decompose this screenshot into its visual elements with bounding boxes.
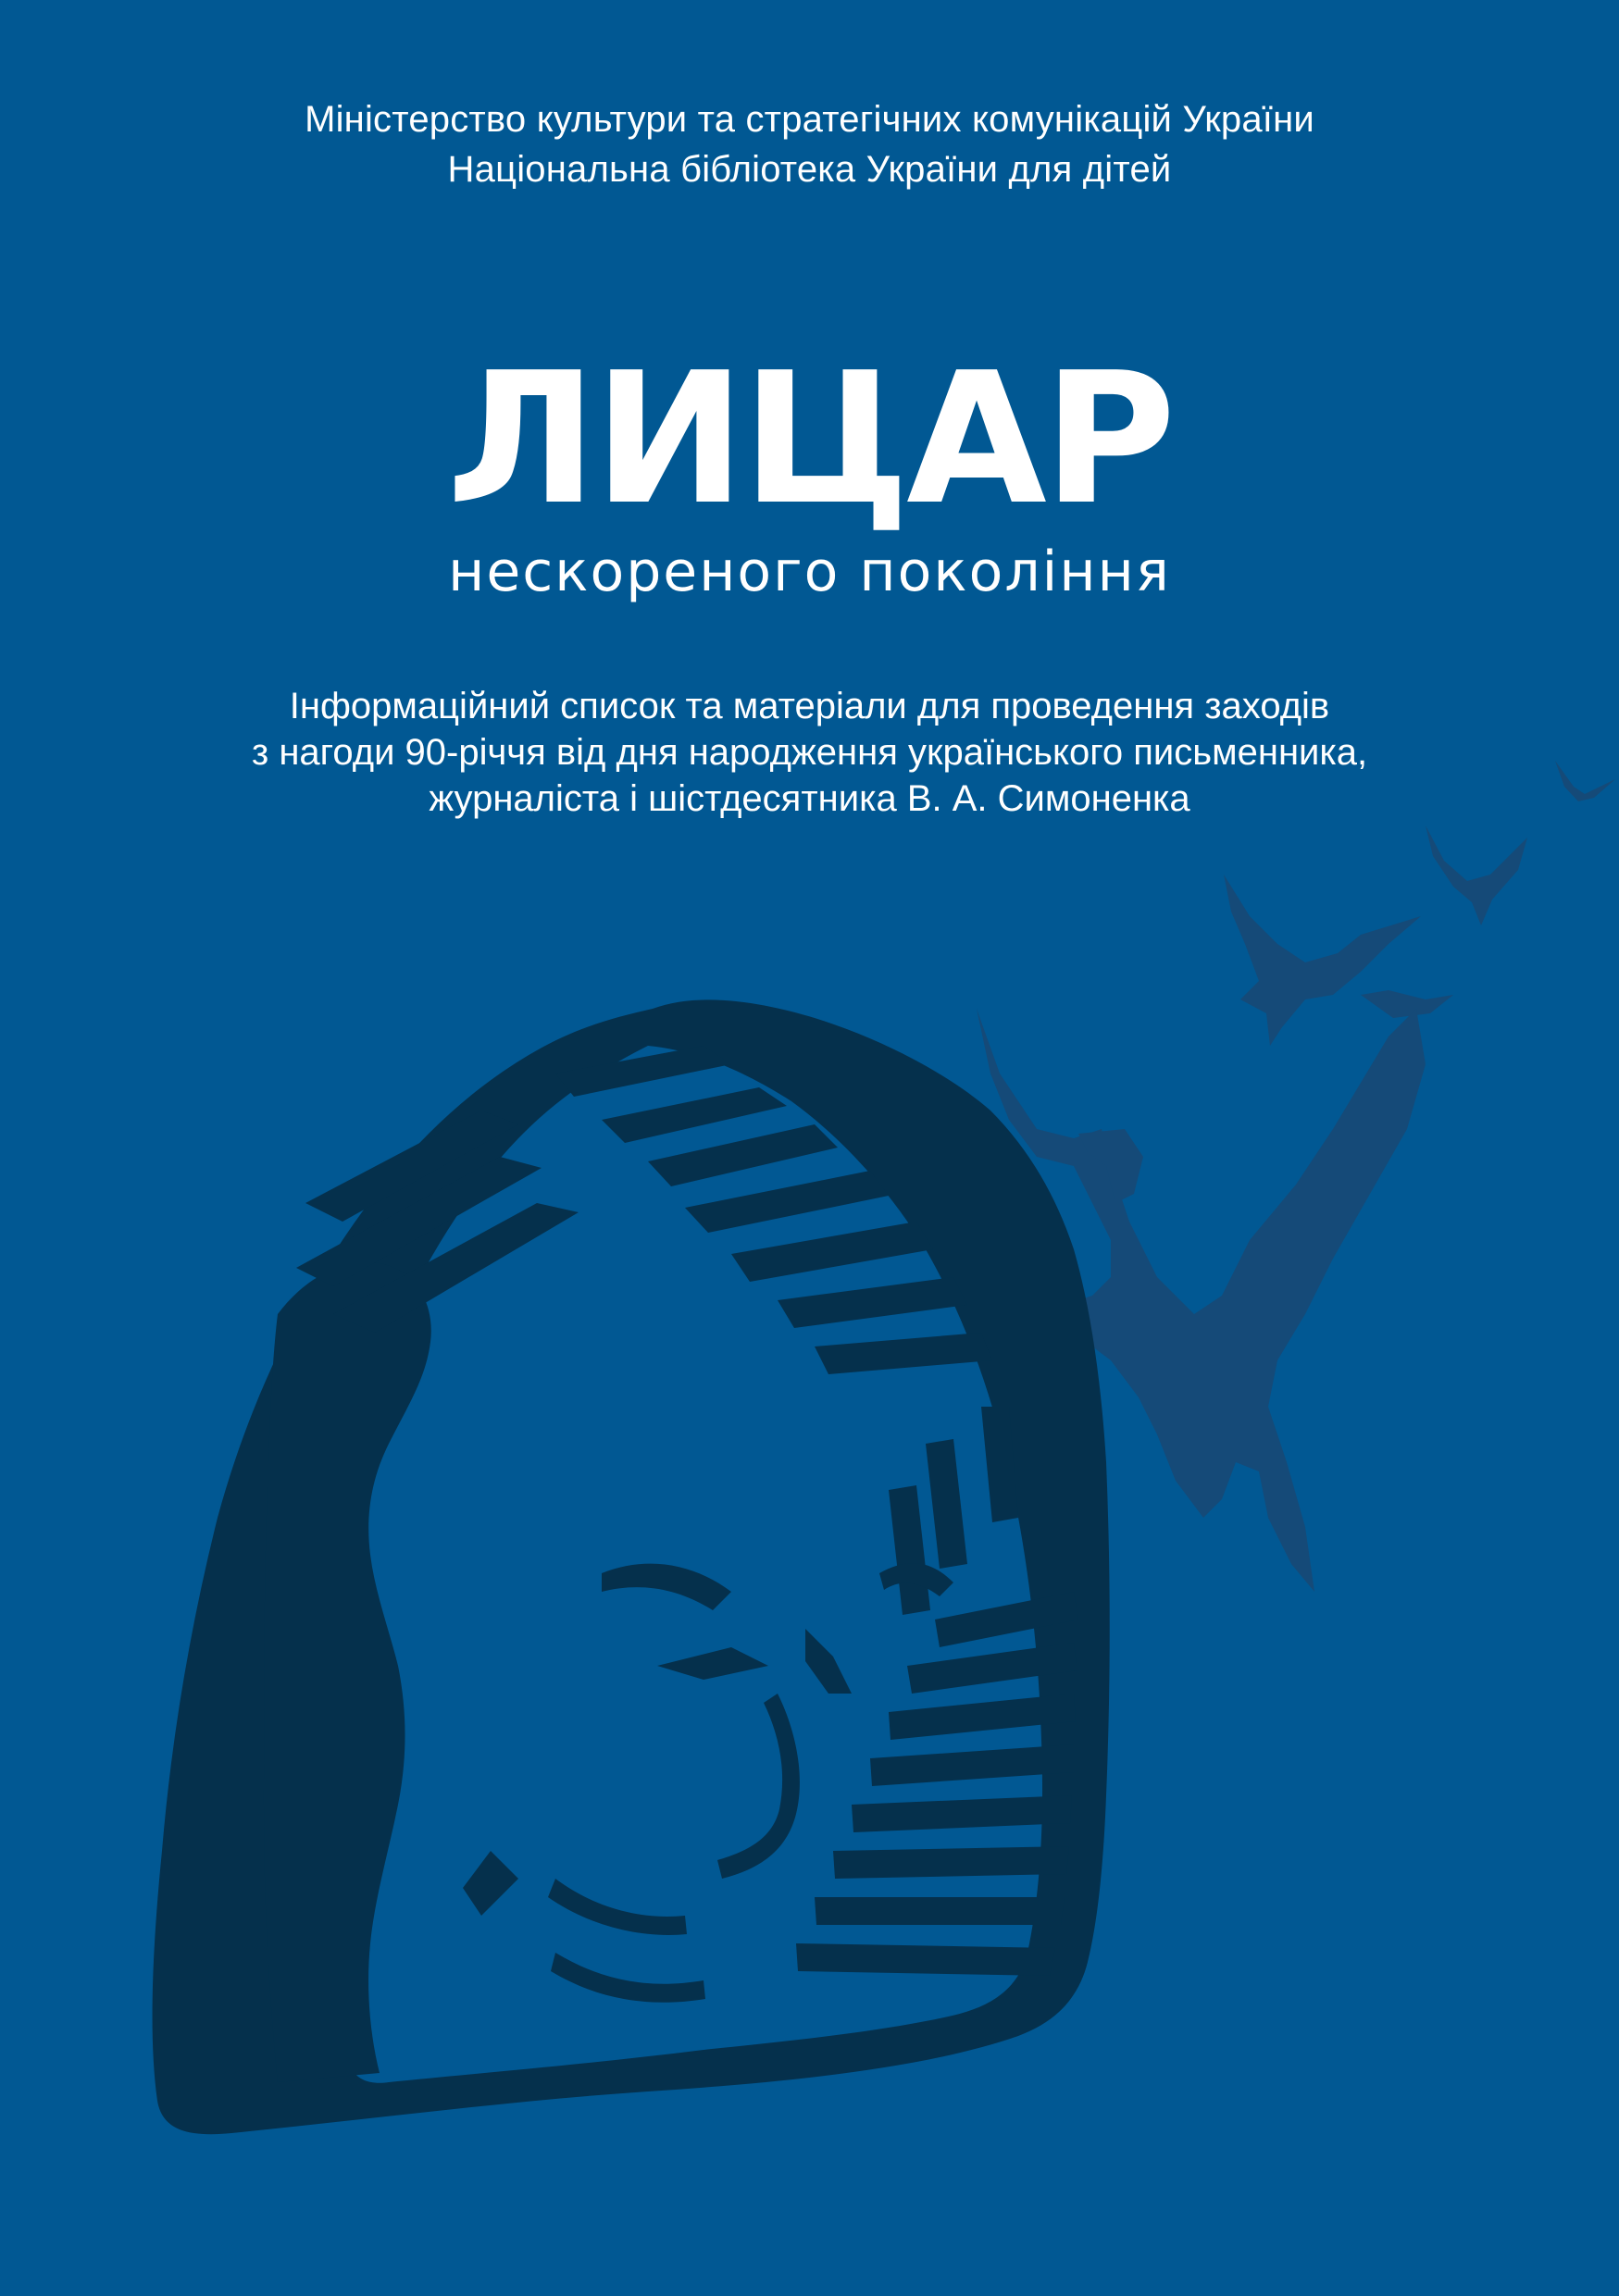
description-line-3: журналіста і шістдесятника В. А. Симоненка	[429, 778, 1190, 819]
bird-icon	[1555, 761, 1615, 801]
description-line-1: Інформаційний список та матеріали для проведення заходів	[289, 686, 1330, 726]
cover-subtitle: нескореного покоління	[448, 540, 1171, 604]
portrait-illustration	[153, 999, 1110, 2134]
cover-title: ЛИЦАР	[446, 334, 1173, 545]
description-line-2: з нагоди 90-річчя від дня народження українського письменника,	[251, 732, 1368, 773]
ministry-name: Міністерство культури та стратегічних комунікацій України	[305, 99, 1314, 140]
bird-icon	[1224, 875, 1421, 1046]
library-name: Національна бібліотека України для дітей	[447, 149, 1172, 190]
bird-icon	[1426, 825, 1527, 925]
